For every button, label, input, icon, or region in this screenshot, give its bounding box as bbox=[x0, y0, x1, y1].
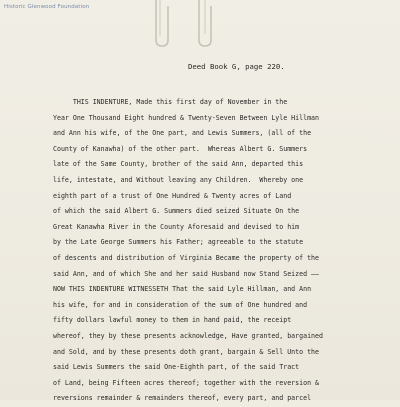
paper-clip-icon bbox=[150, 0, 176, 48]
deed-reference-header: Deed Book G, page 220. bbox=[188, 62, 285, 71]
text-line: his wife, for and in consideration of the sum of One hundred and bbox=[53, 300, 308, 309]
text-line: and Sold, and by these presents doth grant, bargain & Sell Unto the bbox=[53, 347, 319, 356]
text-line: whereof, they by these presents acknowledge, Have granted, bargained bbox=[53, 331, 323, 340]
text-line: by the Late George Summers his Father; agreeable to the statute bbox=[53, 238, 304, 247]
deed-body-text bbox=[53, 95, 393, 407]
text-line: life, intestate, and Without leaving any Children. Whereby one bbox=[53, 175, 304, 184]
text-line: eighth part of a trust of One Hundred & Twenty acres of Land bbox=[53, 191, 292, 200]
text-line: Great Kanawha River in the County Aforesaid and devised to him bbox=[53, 222, 300, 231]
text-line: of Land, being Fifteen acres thereof; together with the reversion & bbox=[53, 378, 319, 387]
text-line: and Ann his wife, of the One part, and Lewis Summers, (all of the bbox=[53, 129, 312, 138]
text-line: fifty dollars lawful money to them in hand paid, the receipt bbox=[53, 316, 292, 325]
watermark-text: Historic Glenwood Foundation bbox=[4, 4, 90, 10]
text-line: said Lewis Summers the said One-Eighth part, of the said Tract bbox=[53, 363, 300, 372]
text-line: reversions remainder & remainders thereof, every part, and parcel bbox=[53, 394, 312, 403]
text-line: County of Kanawha) of the other part. Whereas Albert G. Summers bbox=[53, 144, 308, 153]
text-line: of descents and distribution of Virginia Became the property of the bbox=[53, 253, 319, 262]
paper-clip-icon bbox=[193, 0, 219, 48]
text-line: late of the Same County, brother of the said Ann, departed this bbox=[53, 160, 304, 169]
text-line: of which the said Albert G. Summers died seized Situate On the bbox=[53, 207, 300, 216]
text-line: NOW THIS INDENTURE WITNESSETH That the said Lyle Hillman, and Ann bbox=[53, 285, 312, 294]
text-line: Year One Thousand Eight hundred & Twenty-Seven Between Lyle Hillman bbox=[53, 113, 319, 122]
text-line: THIS INDENTURE, Made this first day of November in the bbox=[53, 98, 288, 106]
text-line: said Ann, and of which She and her said Husband now Stand Seized —— bbox=[53, 269, 319, 278]
